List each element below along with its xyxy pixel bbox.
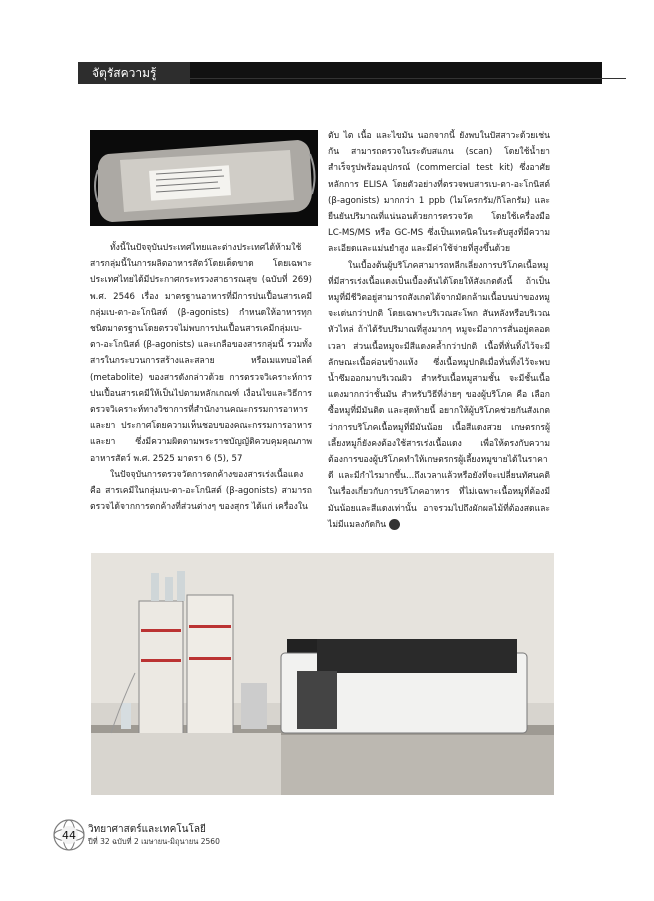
right-paragraph-1: ตับ ไต เนื้อ และไขมัน นอกจากนี้ ยังพบในปัสสาวะด้วยเช่นกัน สามารถตรวจในระดับสแกน (scan) โดยใช้น้ำยาสำเร็จรูปพร้อมอุปกรณ์ (commercial test kit) ซึ่งอาศัยหลักการ ELISA โดยตัวอย่างที่ตรวจพบสารเบ-ตา-อะโกนิสต์ (β-agonists) มากกว่า 1 ppb (ไมโครกรัม/กิโลกรัม) และยืนยันปริมาณที่แน่นอนด้วยการตรวจวัด โดยใช้เครื่องมือ LC-MS/MS หรือ GC-MS ซึ่งเป็นเทคนิคในระดับสูงที่มีความละเอียดและแม่นยำสูง และมีค่าใช้จ่ายที่สูงขึ้นด้วย: [328, 131, 550, 255]
photo-sample-bag: [90, 130, 318, 226]
right-paragraph-2: [328, 258, 550, 533]
lab-equipment-illustration: [91, 553, 554, 795]
left-paragraph-1: ทั้งนี้ในปัจจุบันประเทศไทยและต่างประเทศได้ห้ามใช้สารกลุ่มนี้ในการผลิตอาหารสัตว์โดยเด็ดขาด โดยเฉพาะประเทศไทยได้มีประกาศกระทรวงสาธารณสุข (ฉบับที่ 269) พ.ศ. 2546 เรื่อง มาตรฐานอาหารที่มีการปนเปื้อนสารเคมีกลุ่มเบ-ตา-อะโกนิสต์ (β-agonists) กำหนดให้อาหารทุกชนิดมาตรฐานโดยตรวจไม่พบการปนเปื้อนสารเคมีกลุ่มเบ-ตา-อะโกนิสต์ (β-agonists) และเกลือของสารกลุ่มนี้ รวมทั้งสารในกระบวนการสร้างและสลาย หรือเมแทบอไลต์ (metabolite) ของสารดังกล่าวด้วย การตรวจวิเคราะห์การปนเปื้อนสารเคมีให้เป็นไปตามหลักเกณฑ์ เงื่อนไขและวิธีการตรวจวิเคราะห์ทางวิชาการที่สำนักงานคณะกรรมการอาหารและยา ประกาศโดยความเห็นชอบของคณะกรรมการอาหารและยา ซึ่งมีความผิดตามพระราชบัญญัติควบคุมคุณภาพอาหารสัตว์ พ.ศ. 2525 มาตรา 6 (5), 57: [90, 243, 312, 464]
issue-info: ปีที่ 32 ฉบับที่ 2 เมษายน-มิถุนายน 2560: [88, 837, 220, 846]
header-rule: [190, 78, 626, 79]
left-column: [90, 240, 312, 515]
page-number: 44: [62, 829, 76, 842]
end-arrow-icon: ➜: [389, 519, 400, 530]
sample-bag-illustration: [90, 130, 318, 226]
magazine-title: วิทยาศาสตร์และเทคโนโลยี: [88, 824, 206, 835]
right-column: [328, 128, 550, 533]
photo-lab-equipment: [91, 553, 554, 795]
section-title: จัตุรัสความรู้: [78, 62, 190, 84]
right-paragraph-2-text: ในเบื้องต้นผู้บริโภคสามารถหลีกเลี่ยงการบริโภคเนื้อหมูที่มีสารเร่งเนื้อแดงเป็นเบื้องต้นได้โดยให้สังเกตดังนี้ ถ้าเป็นหมูที่มีชีวิตอยู่สามารถสังเกตได้จากมัดกล้ามเนื้อบนบ่าของหมูจะเด่นกว่าปกติ โดยเฉพาะบริเวณสะโพก สันหลังหรือบริเวณหัวไหล่ ถ้าได้รับปริมาณที่สูงมากๆ หมูจะมีอาการสั่นอยู่ตลอดเวลา ส่วนเนื้อหมูจะมีสีแดงคล้ำกว่าปกติ เนื้อที่หั่นทิ้งไว้จะมีลักษณะเนื้อค่อนข้างแห้ง ซึ่งเนื้อหมูปกติเมื่อหั่นทิ้งไว้จะพบน้ำซึมออกมาบริเวณผิว สำหรับเนื้อหมูสามชั้น จะมีชั้นเนื้อแดงมากกว่าชั้นมัน สำหรับวิธีที่ง่ายๆ ของผู้บริโภค คือ เลือกซื้อหมูที่มีมันติด และสุดท้ายนี้ อยากให้ผู้บริโภคช่วยกันสังเกตว่าการบริโภคเนื้อหมูที่มีมันน้อย เนื้อสีแดงสวย เกษตรกรผู้เลี้ยงหมูก็ยังคงต้องใช้สารเร่งเนื้อแดง เพื่อให้ตรงกับความต้องการของผู้บริโภคทำให้เกษตรกรผู้เลี้ยงหมูขายได้ในราคาดี และมีกำไรมากขึ้น...ถึงเวลาแล้วหรือยังที่จะเปลี่ยนทัศนคติในเรื่องเกี่ยวกับการบริโภคอาหาร ที่ไม่เฉพาะเนื้อหมูที่ต้องมีมันน้อยและสีแดงเท่านั้น อาจรวมไปถึงผักผลไม้ที่ต้องสดและไม่มีแมลงกัดกิน: [328, 260, 550, 530]
left-paragraph-2: ในปัจจุบันการตรวจวัดการตกค้างของสารเร่งเนื้อแดง คือ สารเคมีในกลุ่มเบ-ตา-อะโกนิสต์ (β-agonists) สามารถตรวจได้จากการตกค้างที่ส่วนต่างๆ ของสุกร ได้แก่ เครื่องใน: [90, 469, 312, 513]
